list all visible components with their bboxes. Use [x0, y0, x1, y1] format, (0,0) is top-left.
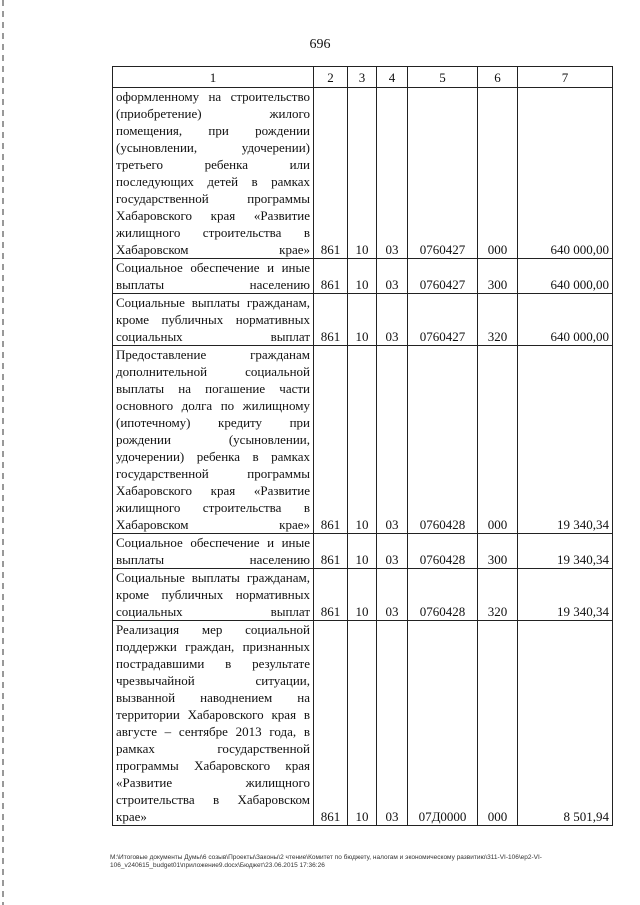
header-cell: 6 [478, 67, 518, 88]
description-cell: Предоставление гражданам дополнительной социальной выплаты на погашение части основного долга по жилищному (ипотечному) кредиту при рождении (усыновлении, удочерении) ребенка в рамках государственной программы Хабаровского края «Развитие жилищного строительства в Хабаровском крае» [113, 346, 314, 534]
description-cell: Социальные выплаты гражданам, кроме публичных нормативных социальных выплат [113, 294, 314, 346]
ministry-code-cell: 861 [314, 621, 348, 826]
subsection-code-cell: 03 [377, 346, 408, 534]
section-code-cell: 10 [348, 569, 377, 621]
ministry-code-cell: 861 [314, 259, 348, 294]
table-row [113, 621, 613, 826]
amount-cell: 640 000,00 [518, 259, 613, 294]
section-code-cell: 10 [348, 621, 377, 826]
file-path-footer: М:\Итоговые документы Думы\6 созыв\Проекты\Законы\2 чтение\Комитет по бюджету, налогам и экономическому развитию\311-VI-106\ер2-VI-106_v240615_budget01\приложение9.docx\Бюджет\23.06.2015 17:36:26 [110, 854, 542, 869]
target-article-cell: 0760428 [408, 534, 478, 569]
description-cell: Социальное обеспечение и иные выплаты населению [113, 534, 314, 569]
binding-edge [2, 0, 4, 905]
amount-cell: 640 000,00 [518, 88, 613, 259]
subsection-code-cell: 03 [377, 294, 408, 346]
description-cell: Социальные выплаты гражданам, кроме публичных нормативных социальных выплат [113, 569, 314, 621]
header-cell: 3 [348, 67, 377, 88]
target-article-cell: 0760428 [408, 346, 478, 534]
section-code-cell: 10 [348, 88, 377, 259]
table-row [113, 88, 613, 259]
amount-cell: 640 000,00 [518, 294, 613, 346]
table-row [113, 534, 613, 569]
section-code-cell: 10 [348, 534, 377, 569]
table-row [113, 569, 613, 621]
budget-table [112, 66, 613, 826]
subsection-code-cell: 03 [377, 569, 408, 621]
expense-type-cell: 000 [478, 88, 518, 259]
target-article-cell: 0760428 [408, 569, 478, 621]
header-cell: 2 [314, 67, 348, 88]
ministry-code-cell: 861 [314, 88, 348, 259]
section-code-cell: 10 [348, 346, 377, 534]
page-number: 696 [309, 37, 331, 52]
header-cell: 1 [113, 67, 314, 88]
target-article-cell: 0760427 [408, 294, 478, 346]
ministry-code-cell: 861 [314, 294, 348, 346]
description-cell: оформленному на строительство (приобретение) жилого помещения, при рождении (усыновлении, удочерении) третьего ребенка или последующих детей в рамках государственной программы Хабаровского края «Развитие жилищного строительства в Хабаровском крае» [113, 88, 314, 259]
table-row [113, 259, 613, 294]
expense-type-cell: 320 [478, 294, 518, 346]
description-cell: Социальное обеспечение и иные выплаты населению [113, 259, 314, 294]
subsection-code-cell: 03 [377, 621, 408, 826]
header-row [113, 67, 613, 88]
header-cell: 7 [518, 67, 613, 88]
amount-cell: 19 340,34 [518, 346, 613, 534]
subsection-code-cell: 03 [377, 88, 408, 259]
expense-type-cell: 300 [478, 534, 518, 569]
table-row [113, 294, 613, 346]
section-code-cell: 10 [348, 294, 377, 346]
ministry-code-cell: 861 [314, 534, 348, 569]
target-article-cell: 0760427 [408, 259, 478, 294]
subsection-code-cell: 03 [377, 259, 408, 294]
header-cell: 5 [408, 67, 478, 88]
amount-cell: 8 501,94 [518, 621, 613, 826]
table-row [113, 346, 613, 534]
subsection-code-cell: 03 [377, 534, 408, 569]
expense-type-cell: 300 [478, 259, 518, 294]
ministry-code-cell: 861 [314, 569, 348, 621]
amount-cell: 19 340,34 [518, 534, 613, 569]
amount-cell: 19 340,34 [518, 569, 613, 621]
ministry-code-cell: 861 [314, 346, 348, 534]
expense-type-cell: 000 [478, 621, 518, 826]
expense-type-cell: 000 [478, 346, 518, 534]
section-code-cell: 10 [348, 259, 377, 294]
target-article-cell: 0760427 [408, 88, 478, 259]
description-cell: Реализация мер социальной поддержки граждан, признанных пострадавшими в результате чрезвычайной ситуации, вызванной наводнением на территории Хабаровского края в августе – сентябре 2013 года, в рамках государственной программы Хабаровского края «Развитие жилищного строительства в Хабаровском крае» [113, 621, 314, 826]
target-article-cell: 07Д0000 [408, 621, 478, 826]
expense-type-cell: 320 [478, 569, 518, 621]
header-cell: 4 [377, 67, 408, 88]
